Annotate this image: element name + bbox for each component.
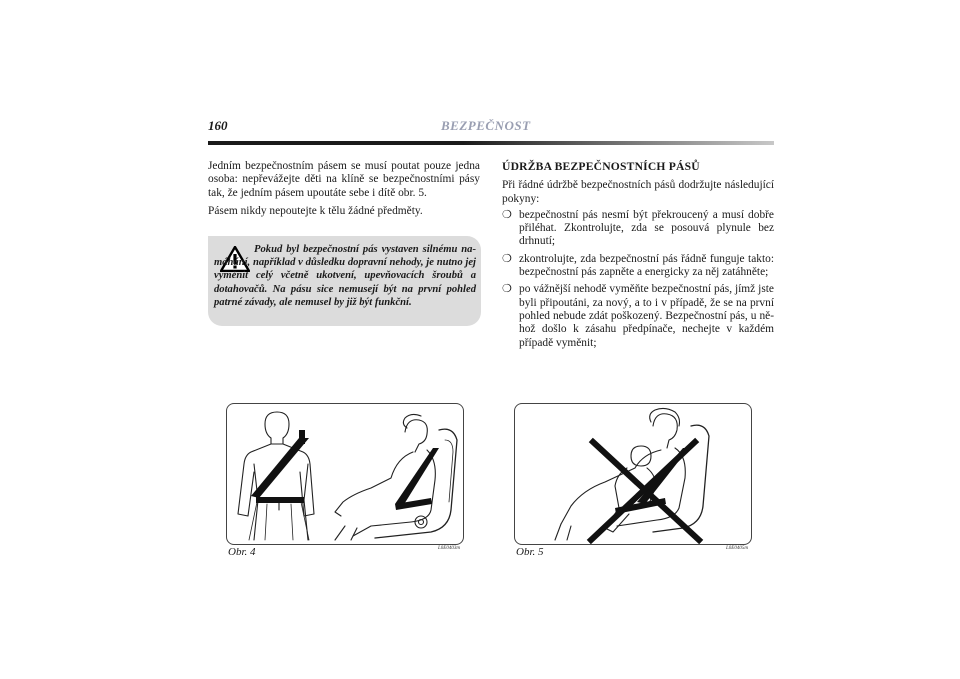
- warning-text: Pokud byl bezpečnostní pás vystaven silnému namáhání, například v důsledku dopravní nehody, je nutno jej vyměnit celý včetně ukotvení, upevňovacích šroubů a dotahovačů. Na pásu sice nemusejí být na první pohled patrné závady, ale nemusel by již být funkční.: [214, 244, 476, 308]
- right-column: [502, 160, 774, 354]
- list-item: ❍ po vážnější nehodě vyměňte bezpečnostní pás, jímž jste byli připoutáni, za nový, a to i v případě, že se na první pohled nebude zdát poškozený. Bezpečnostní pás, u něhož došlo k zásahu předpínače, nechejte v každém případě vyměnit;: [502, 283, 774, 349]
- figure-code: L0E0403m: [438, 546, 460, 551]
- bullet-circle-icon: ❍: [502, 208, 512, 221]
- bullet-circle-icon: ❍: [502, 283, 512, 296]
- figure-caption: Obr. 5: [516, 546, 544, 558]
- paragraph: Pásem nikdy nepoutejte k tělu žádné předměty.: [208, 204, 423, 217]
- list-item: ❍ bezpečnostní pás nesmí být překroucený a musí dobře přiléhat. Zkontrolujte, zda se posouvá plynule bez drhnutí;: [502, 208, 774, 248]
- page-number: 160: [208, 118, 228, 133]
- left-column: [208, 160, 480, 223]
- intro-paragraph: Při řádné údržbě bezpečnostních pásů dodržujte následující pokyny:: [502, 179, 774, 205]
- page-header: [208, 118, 774, 138]
- figure-seatbelt-wrong: [514, 403, 752, 545]
- section-heading: ÚDRŽBA BEZPEČNOSTNÍCH PÁSŮ: [502, 160, 700, 173]
- maintenance-list: [502, 209, 774, 350]
- list-item: ❍ zkontrolujte, zda bezpečnostní pás řádně funguje takto: bezpečnostní pás zapněte a energicky za něj zatáhněte;: [502, 252, 774, 279]
- paragraph: Jedním bezpečnostním pásem se musí poutat pouze jedna osoba: nepřevážejte děti na klíně se bezpečnostními pásy tak, že jedním pásem upoutáte sebe i dítě obr. 5.: [208, 160, 480, 199]
- seatbelt-illustration: [227, 404, 463, 544]
- figure-code: L0E0405m: [726, 546, 748, 551]
- figure-caption: Obr. 4: [228, 546, 256, 558]
- warning-box: [208, 236, 481, 326]
- section-title: BEZPEČNOST: [441, 118, 531, 133]
- figure-seatbelt-correct: [226, 403, 464, 545]
- bullet-circle-icon: ❍: [502, 252, 512, 265]
- header-rule: [208, 141, 774, 145]
- seatbelt-wrong-illustration: [515, 404, 751, 544]
